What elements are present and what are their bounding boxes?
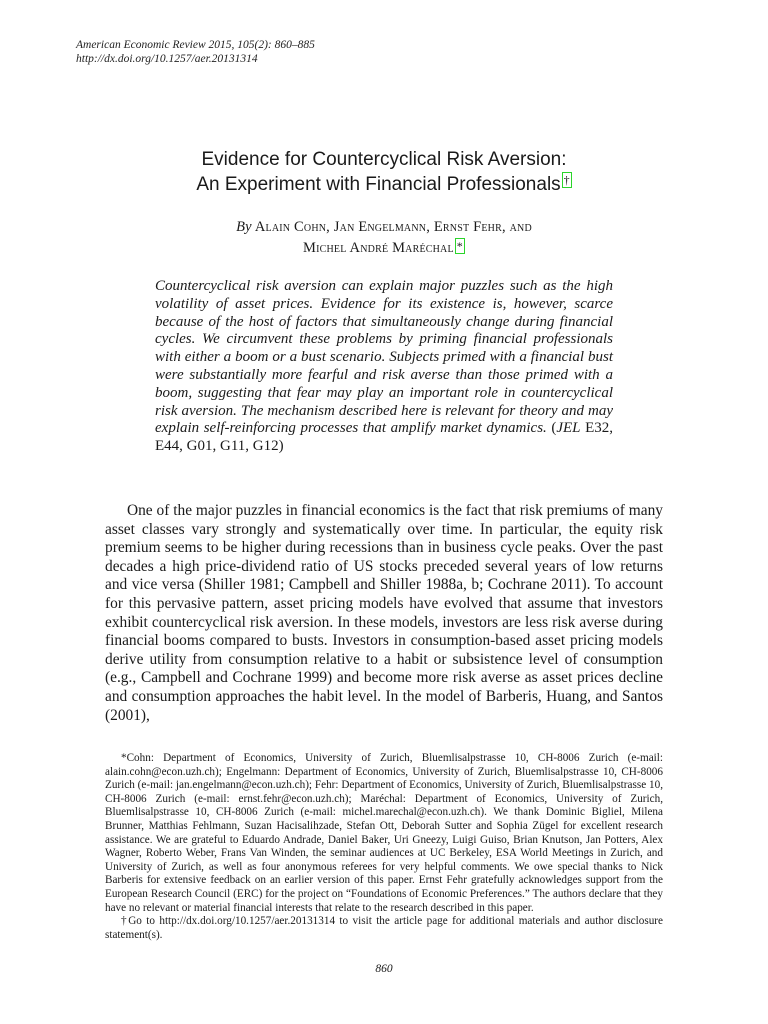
doi-link[interactable]: http://dx.doi.org/10.1257/aer.20131314 — [76, 53, 258, 65]
author-line-1 — [0, 217, 768, 238]
journal-citation: American Economic Review 2015, 105(2): 860–885 — [76, 39, 315, 51]
jel-label: JEL — [556, 420, 581, 437]
body-paragraph: One of the major puzzles in financial economics is the fact that risk premiums of many asset classes vary strongly and systematically over time. In particular, the equity risk premium seems to be higher during recessions than in business cycle peaks. Over the past decades a high price-dividend ratio of US stocks preceded several years of low returns and vice versa (Shiller 1981; Campbell and Shiller 1988a, b; Cochrane 2011). To account for this pervasive pattern, asset pricing models have evolved that assume that investors exhibit countercyclical risk aversion. In these models, investors are less risk averse during financial booms compared to busts. Investors in consumption-based asset pricing models derive utility from consumption relative to a habit or subsistence level of consumption (e.g., Campbell and Cochrane 1999) and become more risk averse as asset prices decline and consumption approaches the habit level. In the model of Barberis, Huang, and Santos (2001), — [105, 502, 663, 724]
paper-title — [0, 147, 768, 197]
page-number: 860 — [375, 963, 393, 975]
abstract — [155, 278, 613, 456]
title-line-1: Evidence for Countercyclical Risk Aversion: — [201, 149, 567, 170]
jel-open: ( — [546, 420, 557, 437]
author-list — [0, 217, 768, 259]
jel-code-list: E32, E44, G01, G11, G12) — [155, 420, 613, 455]
title-line-2 — [0, 172, 768, 197]
by-label: By — [236, 219, 252, 235]
star-footnote-link[interactable]: * — [456, 239, 463, 253]
abstract-text: Countercyclical risk aversion can explain major puzzles such as the high volatility of asset prices. Evidence for its existence is, however, scarce because of the host of factors that simultaneously change during financial cycles. We circumvent these problems by priming financial professionals with either a boom or a bust scenario. Subjects primed with a financial bust were substantially more fearful and risk averse than those primed with a boom, suggesting that fear may play an important role in countercyclical risk aversion. The mechanism described here is relevant for theory and may explain self-reinforcing processes that amplify market dynamics. — [155, 278, 613, 437]
dagger-footnote-link[interactable]: † — [563, 173, 570, 187]
footnote-star: *Cohn: Department of Economics, University of Zurich, Bluemlisalpstrasse 10, CH-8006 Zurich (e-mail: alain.cohn@econ.uzh.ch); Engelmann: Department of Economics, University of Zurich, Bluemlisalpstrasse 10, CH-8006 Zurich (e-mail: jan.engelmann@econ.uzh.ch); Fehr: Department of Economics, University of Zurich, Bluemlisalpstrasse 10, CH-8006 Zurich (e-mail: ernst.fehr@econ.uzh.ch); Maréchal: Department of Economics, University of Zurich, Bluemlisalpstrasse 10, CH-8006 Zurich (e-mail: michel.marechal@econ.uzh.ch). We thank Dominic Bigliel, Milena Brunner, Matthias Fehlmann, Suzan Hacisalihzade, Stefan Ott, Deborah Sutter and Sophia Zügel for excellent research assistance. We are grateful to Eduardo Andrade, Daniel Baker, Uri Gneezy, Luigi Guiso, Brian Knutson, Jan Potters, Alex Wagner, Roberto Weber, Frans Van Winden, the seminar audiences at UC Berkeley, ESA World Meetings in Zurich, and University of Zurich, as well as four anonymous referees for very helpful comments. We owe special thanks to Nick Barberis for extensive feedback on an earlier version of this paper. Ernst Fehr gratefully acknowledges support from the European Research Council (ERC) for the project on “Foundations of Economic Preferences.” The authors declare that they have no relevant or material financial interests that relate to the research described in this paper. — [105, 752, 663, 914]
footnotes — [105, 752, 663, 942]
journal-header — [76, 38, 315, 66]
author-names-1: Alain Cohn, Jan Engelmann, Ernst Fehr, and — [254, 219, 532, 235]
author-names-2: Michel André Maréchal — [303, 240, 454, 256]
title-line-2-text: An Experiment with Financial Professionals — [196, 174, 561, 195]
footnote-dagger: †Go to http://dx.doi.org/10.1257/aer.20131314 to visit the article page for additional materials and author disclosure statement(s). — [105, 915, 663, 941]
author-line-2 — [0, 238, 768, 259]
